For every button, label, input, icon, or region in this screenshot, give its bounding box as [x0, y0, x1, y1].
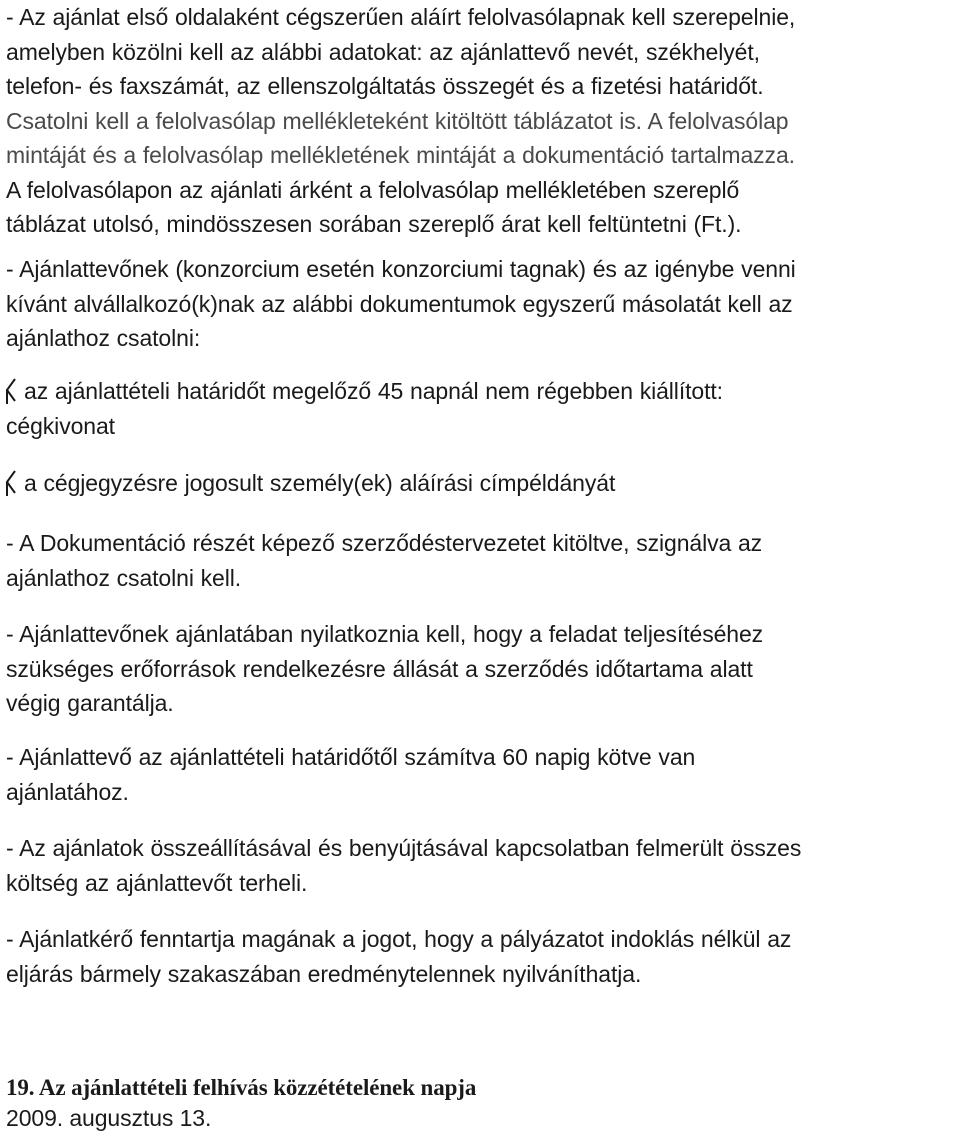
- bullet-text-line: a cégjegyzésre jogosult személy(ek) aláírási címpéldányát: [24, 470, 616, 496]
- text-line: végig garantálja.: [6, 690, 174, 716]
- text-line: - Ajánlatkérő fenntartja magának a jogot, hogy a pályázatot indoklás nélkül az: [6, 926, 792, 952]
- bullet-text-line: az ajánlattételi határidőt megelőző 45 napnál nem régebben kiállított:: [24, 378, 723, 404]
- text-line: Csatolni kell a felolvasólap mellékleteként kitöltött táblázatot is. A felolvasólap: [6, 107, 789, 134]
- paragraph-offer-cover-sheet: [6, 0, 795, 242]
- text-line: telefon- és faxszámát, az ellenszolgáltatás összegét és a fizetési határidőt.: [6, 73, 764, 99]
- text-line: kívánt alvállalkozó(k)nak az alábbi dokumentumok egyszerű másolatát kell az: [6, 290, 793, 317]
- paragraph-required-documents: [6, 252, 796, 356]
- paragraph-costs: [6, 831, 801, 900]
- text-line: - Ajánlattevőnek ajánlatában nyilatkoznia kell, hogy a feladat teljesítéséhez: [6, 621, 764, 647]
- text-line: - Ajánlattevőnek (konzorcium esetén konzorciumi tagnak) és az igénybe venni: [6, 256, 796, 282]
- text-line: mintáját és a felolvasólap mellékletének mintáját a dokumentáció tartalmazza.: [6, 142, 795, 168]
- text-line: költség az ajánlattevőt terheli.: [6, 869, 308, 896]
- text-line: A felolvasólapon az ajánlati árként a felolvasólap mellékletében szereplő: [6, 176, 740, 203]
- chevron-bracket-icon: [3, 374, 19, 408]
- bullet-text-line: cégkivonat: [6, 412, 115, 439]
- bullet-item-company-extract: [6, 374, 958, 443]
- text-line: ajánlatához.: [6, 778, 129, 805]
- text-line: - Ajánlattevő az ajánlattételi határidőtől számítva 60 napig kötve van: [6, 744, 696, 770]
- text-line: - A Dokumentáció részét képező szerződéstervezetet kitöltve, szignálva az: [6, 530, 763, 556]
- bullet-item-signature-specimen: [6, 466, 958, 501]
- text-line: amelyben közölni kell az alábbi adatokat: az ajánlattevő nevét, székhelyét,: [6, 38, 760, 65]
- chevron-bracket-icon: [3, 466, 19, 500]
- publication-date: 2009. augusztus 13.: [6, 1105, 212, 1131]
- section-publication-date: [6, 1073, 476, 1133]
- text-line: - Az ajánlatok összeállításával és benyújtásával kapcsolatban felmerült összes: [6, 835, 802, 861]
- text-line: ajánlathoz csatolni kell.: [6, 564, 242, 591]
- text-line: táblázat utolsó, mindösszesen sorában szereplő árat kell feltüntetni (Ft.).: [6, 211, 742, 237]
- paragraph-resources-declaration: [6, 617, 763, 721]
- section-title: 19. Az ajánlattételi felhívás közzétételének napja: [6, 1075, 477, 1100]
- paragraph-contract-draft: [6, 526, 762, 595]
- paragraph-right-to-cancel: [6, 922, 791, 991]
- text-line: ajánlathoz csatolni:: [6, 325, 201, 351]
- paragraph-binding-period: [6, 740, 695, 809]
- text-line: - Az ajánlat első oldalaként cégszerűen aláírt felolvasólapnak kell szerepelnie,: [6, 4, 796, 30]
- text-line: szükséges erőforrások rendelkezésre állását a szerződés időtartama alatt: [6, 655, 753, 682]
- text-line: eljárás bármely szakaszában eredménytelennek nyilváníthatja.: [6, 960, 642, 987]
